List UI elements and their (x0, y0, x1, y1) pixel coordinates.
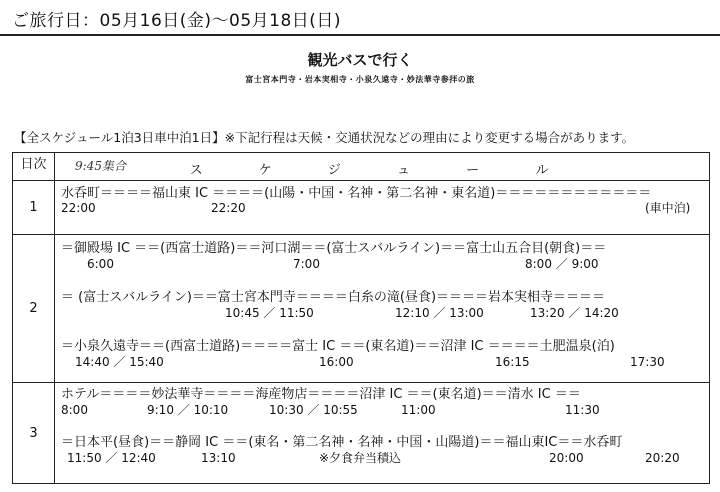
route-line: ＝ (富士スバルライン)＝＝富士宮本門寺＝＝＝＝白糸の滝(昼食)＝＝＝＝岩本実相寺＝＝＝＝ (61, 290, 606, 305)
day2-schedule (55, 235, 710, 383)
time-label: 10:45 ／ 11:50 (225, 306, 314, 320)
time-label: 17:30 (630, 355, 665, 369)
time-label: 9:10 ／ 10:10 (147, 403, 229, 417)
time-label: 14:40 ／ 15:40 (75, 355, 164, 369)
handwritten-meeting-note: 9:45集合 (75, 159, 126, 173)
day3-schedule (55, 383, 710, 484)
time-label: 7:00 (293, 257, 320, 271)
table-header-row (13, 153, 710, 181)
time-label: 12:10 ／ 13:00 (395, 306, 484, 320)
time-label: 11:30 (565, 403, 600, 417)
day1-schedule (55, 181, 710, 235)
time-label: 8:00 ／ 9:00 (525, 257, 599, 271)
time-label: 11:50 ／ 12:40 (67, 451, 156, 465)
time-label: 22:20 (211, 201, 246, 215)
tour-title-line2: 富士宮本門寺・岩本実相寺・小泉久遠寺・妙法華寺参拝の旅 (245, 74, 475, 84)
time-label: 10:30 ／ 10:55 (269, 403, 358, 417)
time-label: 6:00 (87, 257, 114, 271)
day-column-header: 日次 (13, 153, 55, 181)
schedule-column-header (55, 153, 710, 181)
day-number: 2 (13, 235, 55, 383)
header-divider (0, 34, 720, 36)
schedule-table (12, 152, 710, 484)
route-line: ＝日本平(昼食)＝＝静岡 IC ＝＝(東名・第二名神・名神・中国・山陽道)＝＝福山東IC＝＝水呑町 (61, 435, 623, 450)
table-row-day2 (13, 235, 710, 383)
route-line: 水呑町＝＝＝＝福山東 IC ＝＝＝＝(山陽・中国・名神・第二名神・東名道)＝＝＝＝＝＝＝＝＝＝＝＝ (61, 186, 652, 201)
route-line: ＝小泉久遠寺＝＝(西富士道路)＝＝＝＝富士 IC ＝＝(東名道)＝＝沼津 IC ＝＝＝＝土肥温泉(泊) (61, 339, 615, 354)
time-label: 16:00 (319, 355, 354, 369)
travel-dates: ご旅行日：05月16日(金)～05月18日(日) (12, 11, 342, 31)
time-label: 22:00 (61, 201, 96, 215)
route-line: ＝御殿場 IC ＝＝(西富士道路)＝＝河口湖＝＝(富士スバルライン)＝＝富士山五合目(朝食)＝＝ (61, 241, 607, 256)
table-row-day3 (13, 383, 710, 484)
day-number: 3 (13, 383, 55, 484)
schedule-heading-label: ス ケ ジ ュ ー ル (189, 163, 575, 178)
time-label: 20:00 (549, 451, 584, 465)
time-label: 8:00 (61, 403, 88, 417)
tour-title-line1: 観光バスで行く (307, 51, 413, 69)
time-label: 13:10 (201, 451, 236, 465)
overnight-note: (車中泊) (645, 201, 691, 215)
schedule-notice: 【全スケジュール1泊3日車中泊1日】※下記行程は天候・交通状況などの理由により変更する場合があります。 (14, 130, 635, 145)
route-line: ホテル＝＝＝＝妙法華寺＝＝＝＝海産物店＝＝＝＝沼津 IC ＝＝(東名道)＝＝清水 IC ＝＝ (61, 387, 581, 402)
time-label: 13:20 ／ 14:20 (530, 306, 619, 320)
day-number: 1 (13, 181, 55, 235)
time-label: 11:00 (401, 403, 436, 417)
dinner-note: ※夕食弁当積込 (319, 451, 402, 465)
time-label: 16:15 (495, 355, 530, 369)
table-row-day1 (13, 181, 710, 235)
time-label: 20:20 (645, 451, 680, 465)
